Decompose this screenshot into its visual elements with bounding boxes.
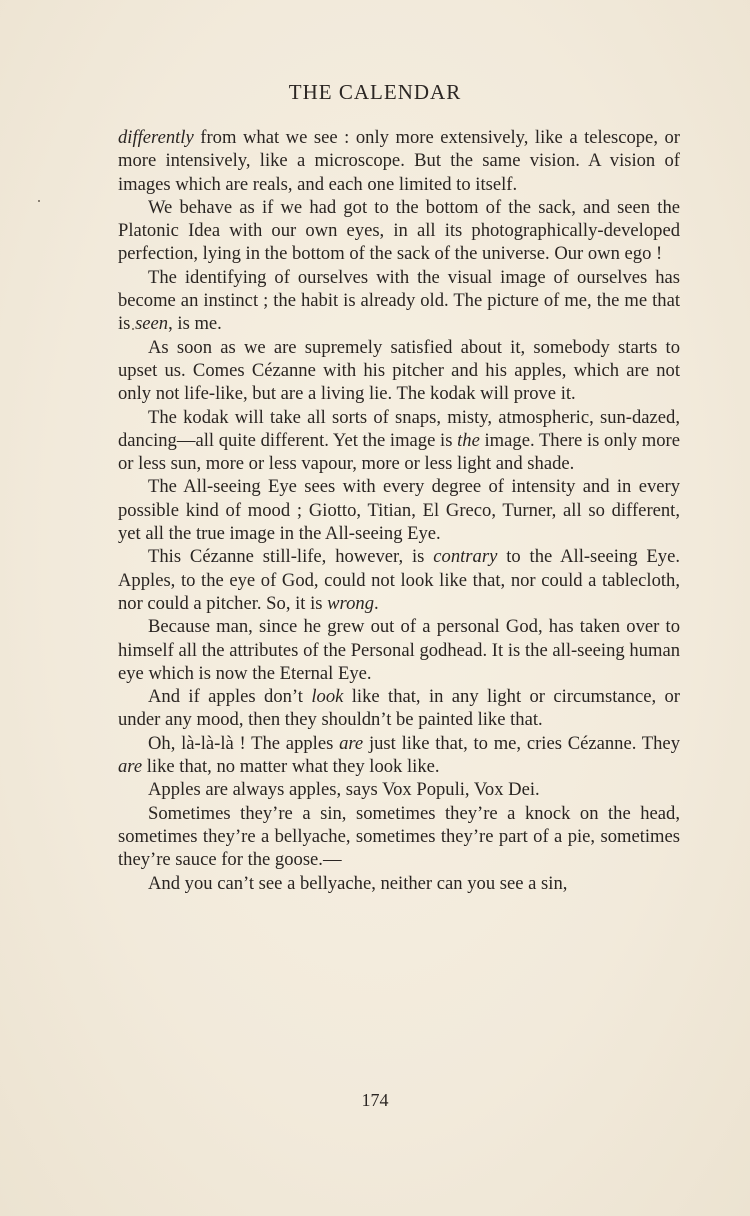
paragraph-text: like that, no matter what they look like. — [142, 756, 440, 778]
paragraph-text: The kodak will take all sorts of snaps, misty, atmospheric, sun-dazed, dancing—all quite different. Yet the image is — [118, 406, 680, 451]
page-number: 174 — [361, 1090, 389, 1110]
paragraph — [118, 266, 680, 336]
paragraph — [118, 732, 680, 779]
italic-text: look — [311, 686, 344, 708]
italic-text: wrong — [327, 592, 374, 614]
paragraph — [118, 685, 680, 732]
body-text — [118, 126, 680, 895]
paragraph-text: Oh, là-là-là ! The apples — [148, 732, 340, 754]
paragraph: And you can’t see a bellyache, neither can you see a sin, — [148, 872, 568, 894]
paragraph-text: to the All-seeing Eye. Apples, to the eye of God, could not look like that, nor could a tablecloth, nor could a pitcher. So, it is — [118, 546, 680, 614]
paragraph-text: , is me. — [168, 313, 222, 335]
italic-text: differently — [118, 127, 194, 148]
paragraph — [118, 545, 680, 615]
paragraph-text: This Cézanne still-life, however, is — [148, 546, 434, 568]
paragraph: Because man, since he grew out of a personal God, has taken over to himself all the attributes of the Personal godhead. It is the all-seeing human eye which is now the Eternal Eye. — [118, 616, 680, 684]
italic-text: contrary — [433, 546, 498, 568]
paper-speck — [38, 200, 40, 202]
running-head: THE CALENDAR — [288, 80, 462, 104]
italic-text: are — [118, 756, 143, 778]
paragraph — [118, 406, 680, 476]
paragraph: Apples are always apples, says Vox Populi, Vox Dei. — [148, 779, 540, 801]
paragraph: We behave as if we had got to the bottom of the sack, and seen the Platonic Idea with our own eyes, in all its photographically-developed perfection, lying in the bottom of the sack of the universe. Our own ego ! — [118, 196, 680, 265]
italic-text: are — [339, 732, 364, 754]
paragraph: As soon as we are supremely satisfied about it, somebody starts to upset us. Comes Cézanne with his pitcher and his apples, which are not only not life-like, but are a living lie. The kodak will prove it. — [118, 336, 680, 405]
paragraph-text: And if apples don’t — [148, 686, 312, 708]
paragraph-text: just like that, to me, cries Cézanne. They — [363, 732, 680, 754]
paragraph: The All-seeing Eye sees with every degree of intensity and in every possible kind of mood ; Giotto, Titian, El Greco, Turner, all so different, yet all the true image in the All-seeing Eye. — [118, 476, 680, 545]
italic-text: the — [457, 429, 480, 451]
paragraph-text: The identifying of ourselves with the visual image of ourselves has become an instinct ; the habit is already old. The picture of me, the me that is — [118, 266, 680, 335]
paragraph — [118, 126, 680, 196]
paragraph: Sometimes they’re a sin, sometimes they’re a knock on the head, sometimes they’re a bellyache, sometimes they’re part of a pie, sometimes they’re sauce for the goose.— — [118, 802, 680, 871]
paragraph-text: like that, in any light or circumstance, or under any mood, then they shouldn’t be painted like that. — [118, 686, 680, 731]
paragraph-text: image. There is only more or less sun, more or less vapour, more or less light and shade. — [118, 429, 680, 475]
paragraph-text: from what we see : only more extensively, like a telescope, or more intensively, like a microscope. But the same vision. A vision of images which are reals, and each one limited to itself. — [118, 127, 680, 195]
italic-text: seen — [135, 313, 169, 335]
paragraph-text: . — [374, 592, 379, 614]
